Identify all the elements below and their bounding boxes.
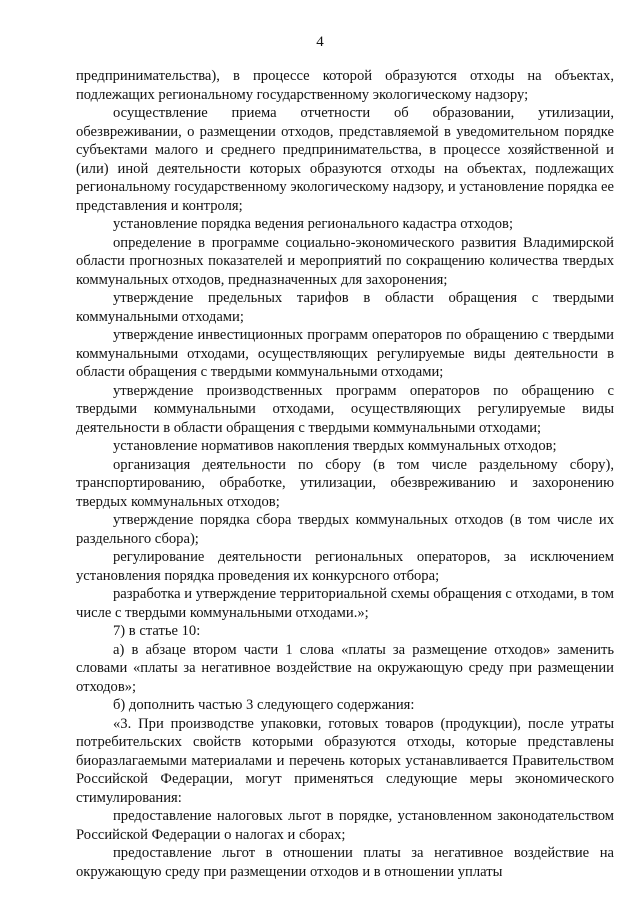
paragraph: утверждение производственных программ операторов по обращению с твердыми коммунальными отходами, осуществляющих регулируемые виды деятельности в области обращения с твердыми коммунальными отходами; [76, 382, 614, 436]
paragraph: предоставление льгот в отношении платы за негативное воздействие на окружающую среду при размещении отходов и в отношении уплаты [76, 845, 614, 880]
paragraph: установление нормативов накопления твердых коммунальных отходов; [113, 438, 557, 454]
paragraph-continuation: предпринимательства), в процессе которой образуются отходы на объектах, подлежащих региональному государственному экологическому надзору; [76, 68, 614, 103]
document-body [76, 67, 614, 881]
paragraph: б) дополнить частью 3 следующего содержания: [113, 697, 415, 713]
paragraph: установление порядка ведения регионального кадастра отходов; [113, 216, 513, 232]
paragraph: определение в программе социально-экономического развития Владимирской области прогнозных показателей и мероприятий по сокращению количества твердых коммунальных отходов, предназначенных для захоронения; [76, 234, 614, 288]
paragraph: 7) в статье 10: [113, 623, 201, 639]
paragraph: а) в абзаце втором части 1 слова «платы за размещение отходов» заменить словами «платы за негативное воздействие на окружающую среду при размещении отходов»; [76, 641, 614, 695]
paragraph: предоставление налоговых льгот в порядке, установленном законодательством Российской Федерации о налогах и сборах; [76, 808, 614, 843]
paragraph: осуществление приема отчетности об образовании, утилизации, обезвреживании, о размещении отходов, представляемой в уведомительном порядке субъектами малого и среднего предпринимательства, в процессе хозяйственной и (или) иной деятельности которых образуются отходы на объектах, подлежащих региональному государственному экологическому надзору, и установление порядка ее представления и контроля; [76, 105, 614, 214]
paragraph: регулирование деятельности региональных операторов, за исключением установления порядка проведения их конкурсного отбора; [76, 549, 614, 584]
paragraph: утверждение инвестиционных программ операторов по обращению с твердыми коммунальными отходами, осуществляющих регулируемые виды деятельности в области обращения с твердыми коммунальными отходами; [76, 327, 614, 380]
paragraph: разработка и утверждение территориальной схемы обращения с отходами, в том числе с твердыми коммунальными отходами.»; [76, 586, 614, 621]
paragraph: «3. При производстве упаковки, готовых товаров (продукции), после утраты потребительских свойств которыми образуются отходы, которые представлены биоразлагаемыми материалами и перечень которых устанавливается Правительством Российской Федерации, могут применяться следующие меры экономического стимулирования: [76, 715, 614, 806]
paragraph: утверждение порядка сбора твердых коммунальных отходов (в том числе их раздельного сбора); [76, 512, 614, 547]
paragraph: организация деятельности по сбору (в том числе раздельному сбору), транспортированию, обработке, утилизации, обезвреживанию и захоронению твердых коммунальных отходов; [76, 456, 614, 510]
paragraph: утверждение предельных тарифов в области обращения с твердыми коммунальными отходами; [76, 290, 614, 325]
page-number: 4 [316, 34, 324, 50]
